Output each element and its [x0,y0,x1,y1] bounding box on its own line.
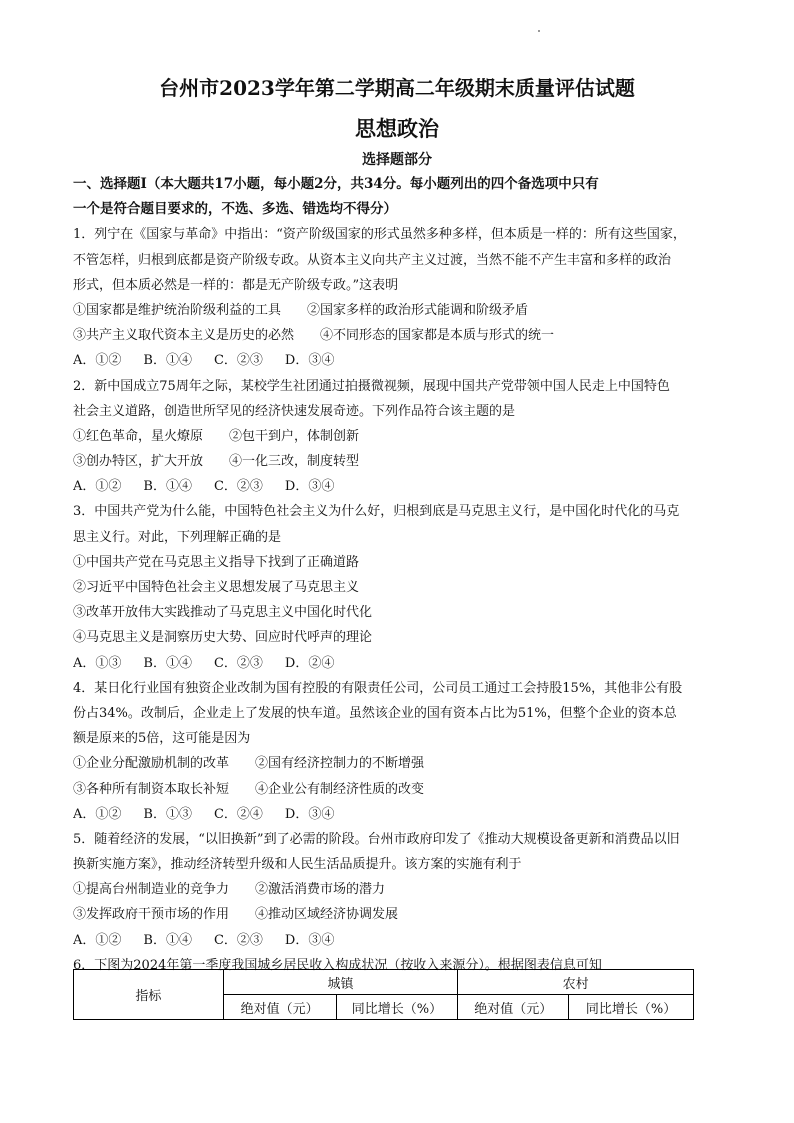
q5-option-2: ②激活消费市场的潜力 [255,882,386,898]
q4-option-2: ②国有经济控制力的不断增强 [255,756,425,772]
q5-options-row-2 [73,902,725,927]
q4-answer-d: D．③④ [284,806,335,822]
q3-stem-line-1: 3．中国共产党为什么能，中国特色社会主义为什么好，归根到底是马克思主义行，是中国化时代化的马克 [73,504,680,520]
q4-answer-a: A．①② [73,806,122,822]
q3-answers [73,651,725,676]
table-header-urban-growth: 同比增长（%） [336,995,458,1020]
table-header-rural-abs: 绝对值（元） [458,995,569,1020]
q5-answers [73,928,725,953]
q4-answer-b: B．①③ [143,806,192,822]
subject-title: 思想政治 [355,116,439,141]
q1-option-4: ④不同形态的国家都是本质与形式的统一 [320,328,555,344]
q1-answer-c: C．②③ [213,353,263,369]
q2-option-4: ④一化三改，制度转型 [229,454,360,470]
table-header-urban: 城镇 [223,970,458,995]
q5-stem-line-1: 5．随着经济的发展，“以旧换新”到了必需的阶段。台州市政府印发了《推动大规模设备更新和消费品以旧 [73,831,680,847]
q1-option-1: ①国家都是维护统治阶级利益的工具 [73,302,282,318]
q5-answer-b: B．①④ [143,932,192,948]
q1-stem-line-3: 形式，但本质必然是一样的：都是无产阶级专政。”这表明 [73,277,399,293]
q6-stem-line-1: 6．下图为2024年第一季度我国城乡居民收入构成状况（按收入来源分）。根据图表信息可知 [73,957,602,973]
part-title: 选择题部分 [362,152,432,168]
q2-options-row-2 [73,449,725,474]
q3-answer-a: A．①③ [73,655,122,671]
q2-option-3: ③创办特区，扩大开放 [73,454,204,470]
section-heading-line-2: 一个是符合题目要求的，不选、多选、错选均不得分） [73,201,397,218]
q2-stem-line-1: 2．新中国成立75周年之际，某校学生社团通过拍摄微视频，展现中国共产党带领中国人民走上中国特色 [73,378,670,394]
q5-option-4: ④推动区域经济协调发展 [255,907,399,923]
q3-stem-line-2: 思主义行。对此，下列理解正确的是 [73,529,282,545]
q5-option-1: ①提高台州制造业的竞争力 [73,882,230,898]
q5-options-row-1 [73,877,725,902]
q3-option-1: ①中国共产党在马克思主义指导下找到了正确道路 [73,554,360,570]
q4-stem-line-2: 份占34%。改制后，企业走上了发展的快车道。虽然该企业的国有资本占比为51%，但整个企业的资本总 [73,705,677,721]
exam-content [73,172,725,978]
q1-answers [73,348,725,373]
q1-stem-line-2: 不管怎样，归根到底都是资产阶级专政。从资本主义向共产主义过渡，当然不能不产生丰富和多样的政治 [73,252,672,268]
q5-option-3: ③发挥政府干预市场的作用 [73,907,230,923]
q1-answer-d: D．③④ [284,353,335,369]
q2-answer-b: B．①④ [143,479,192,495]
q4-options-row-1 [73,751,725,776]
exam-title: 台州市2023学年第二学期高二年级期末质量评估试题 [159,76,635,100]
q1-answer-a: A．①② [73,353,122,369]
q4-option-3: ③各种所有制资本取长补短 [73,781,230,797]
q5-answer-d: D．③④ [284,932,335,948]
q2-stem-line-2: 社会主义道路，创造世所罕见的经济快速发展奇迹。下列作品符合该主题的是 [73,403,516,419]
q3-answer-c: C．②③ [213,655,263,671]
q1-stem-line-1: 1．列宁在《国家与革命》中指出：“资产阶级国家的形式虽然多种多样，但本质是一样的：所有这些国家， [73,227,686,243]
q4-stem-line-3: 额是原来的5倍，这可能是因为 [73,731,251,747]
q1-options-row-2 [73,323,725,348]
q1-answer-b: B．①④ [143,353,192,369]
q4-options-row-2 [73,777,725,802]
q2-options-row-1 [73,424,725,449]
q1-option-2: ②国家多样的政治形式能调和阶级矛盾 [307,302,529,318]
q3-option-2: ②习近平中国特色社会主义思想发展了马克思主义 [73,580,360,595]
q1-options-row-1 [73,298,725,323]
table-header-rural-growth: 同比增长（%） [569,995,694,1020]
q2-answer-c: C．②③ [213,479,263,495]
table-header-rural: 农村 [458,970,694,995]
q3-option-4: ④马克思主义是洞察历史大势、回应时代呼声的理论 [73,630,373,646]
table-header-indicator: 指标 [74,970,224,1020]
q2-answer-d: D．③④ [284,479,335,495]
income-table [73,969,694,1020]
q5-stem-line-2: 换新实施方案》，推动经济转型升级和人民生活品质提升。该方案的实施有利于 [73,857,522,873]
q3-answer-b: B．①④ [143,655,192,671]
table-header-urban-abs: 绝对值（元） [223,995,336,1020]
q3-option-3: ③改革开放伟大实践推动了马克思主义中国化时代化 [73,605,373,621]
q5-answer-a: A．①② [73,932,122,948]
section-heading-line-1: 一、选择题Ⅰ（本大题共17小题，每小题2分，共34分。每小题列出的四个备选项中只有 [73,176,599,192]
q1-option-3: ③共产主义取代资本主义是历史的必然 [73,328,295,344]
q4-answer-c: C．②④ [213,806,263,822]
q5-answer-c: C．②③ [213,932,263,948]
q3-answer-d: D．②④ [284,655,335,671]
q4-option-4: ④企业公有制经济性质的改变 [255,781,425,797]
q4-answers [73,802,725,827]
q2-answers [73,474,725,499]
page-mark-dot [538,30,540,32]
q2-answer-a: A．①② [73,479,122,495]
table-header-row [74,970,694,995]
q4-stem-line-1: 4．某日化行业国有独资企业改制为国有控股的有限责任公司，公司员工通过工会持股15%，其他非公有股 [73,680,683,696]
q2-option-1: ①红色革命，星火燎原 [73,428,204,444]
q4-option-1: ①企业分配激励机制的改革 [73,756,230,772]
q2-option-2: ②包干到户，体制创新 [229,428,360,444]
